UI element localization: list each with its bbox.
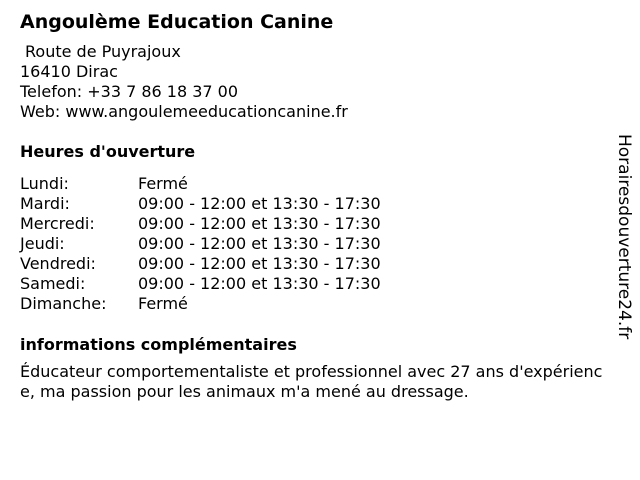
day-hours: Fermé [138,294,188,313]
day-label: Dimanche: [20,294,107,313]
phone-line: Telefon: +33 7 86 18 37 00 [20,82,239,101]
day-hours: 09:00 - 12:00 et 13:30 - 17:30 [138,194,381,213]
address-street: Route de Puyrajoux [25,42,181,61]
day-hours: Fermé [138,174,188,193]
day-hours: 09:00 - 12:00 et 13:30 - 17:30 [138,274,381,293]
day-label: Samedi: [20,274,86,293]
day-label: Mercredi: [20,214,95,233]
business-card [20,10,610,402]
hours-row-friday [20,254,610,274]
info-description: Éducateur comportementaliste et professionnel avec 27 ans d'expérience, ma passion pour les animaux m'a mené au dressage. [20,362,603,401]
hours-row-saturday [20,274,610,294]
day-label: Mardi: [20,194,70,213]
day-hours: 09:00 - 12:00 et 13:30 - 17:30 [138,234,381,253]
hours-row-monday [20,174,610,194]
day-label: Vendredi: [20,254,96,273]
day-hours: 09:00 - 12:00 et 13:30 - 17:30 [138,214,381,233]
address-city: 16410 Dirac [20,62,118,81]
web-line: Web: www.angoulemeeducationcanine.fr [20,102,348,121]
day-label: Lundi: [20,174,69,193]
hours-row-tuesday [20,194,610,214]
day-hours: 09:00 - 12:00 et 13:30 - 17:30 [138,254,381,273]
info-heading: informations complémentaires [20,335,297,354]
hours-table [20,174,610,314]
hours-heading: Heures d'ouverture [20,142,196,161]
business-name: Angoulème Education Canine [20,11,334,33]
day-label: Jeudi: [20,234,65,253]
hours-row-sunday [20,294,610,314]
contact-block [20,42,610,122]
hours-row-wednesday [20,214,610,234]
site-watermark: Horairesdouverture24.fr [614,134,634,340]
hours-row-thursday [20,234,610,254]
